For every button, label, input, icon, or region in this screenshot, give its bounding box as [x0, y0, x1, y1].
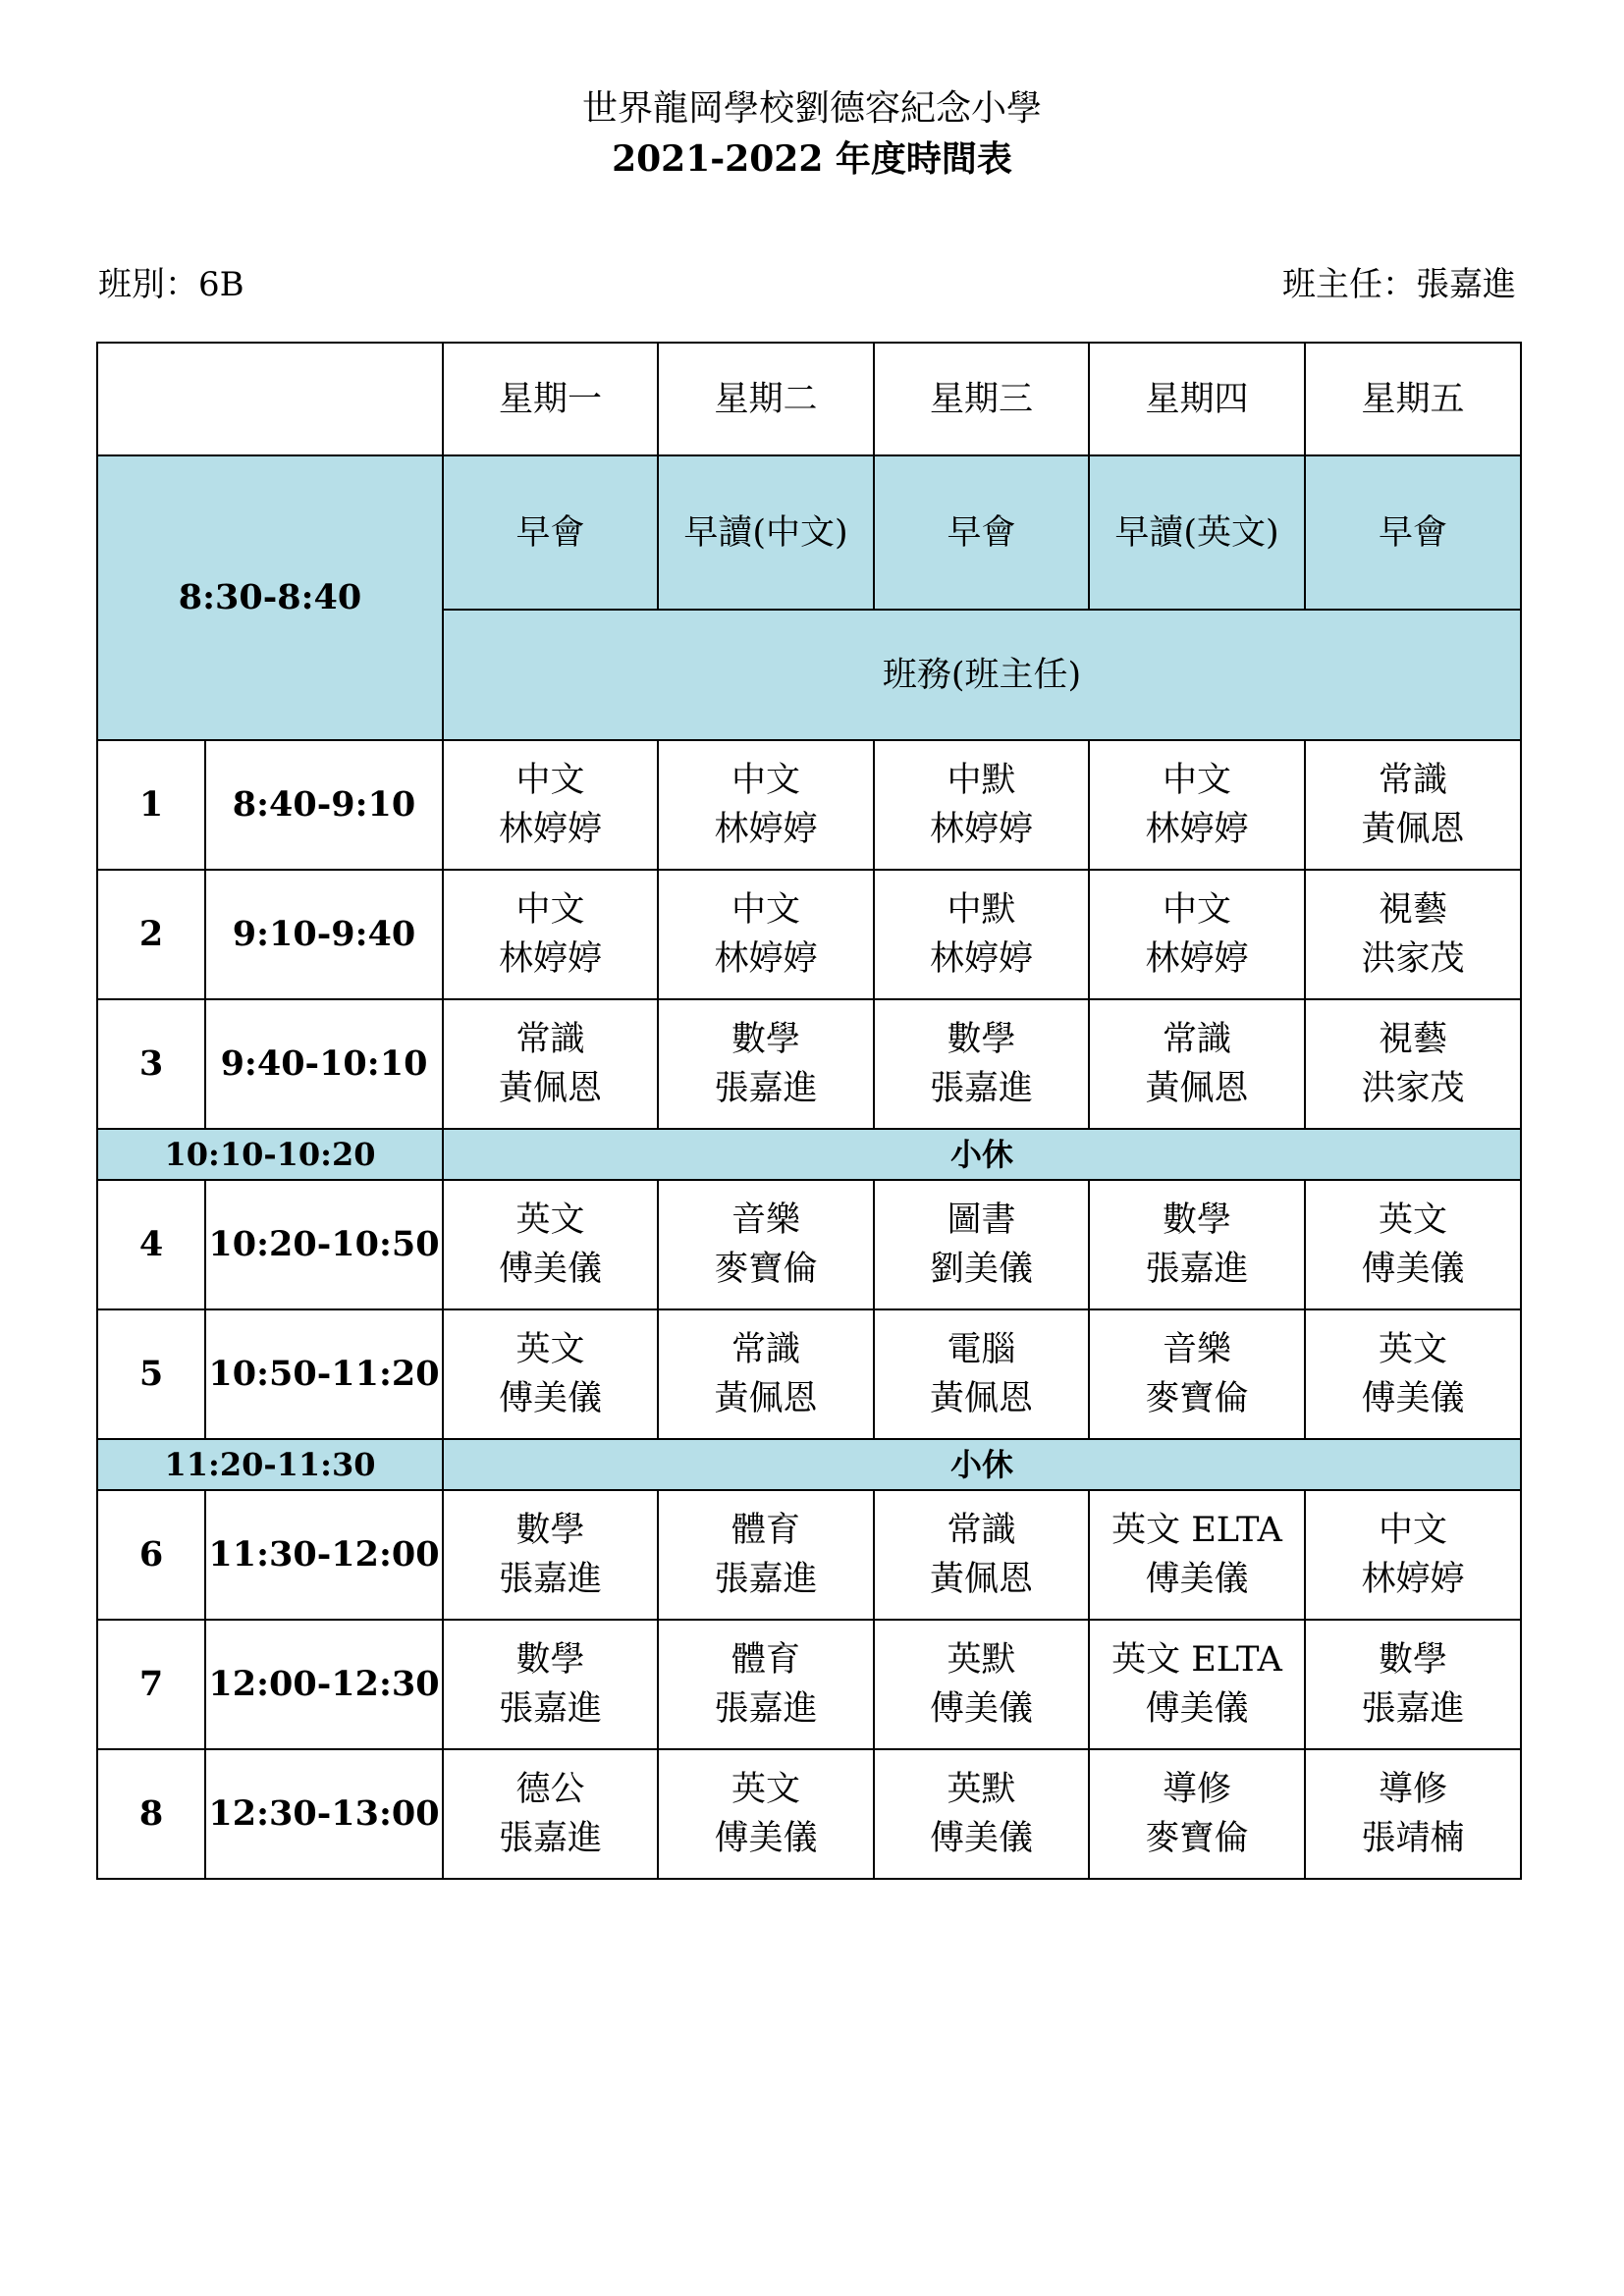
lesson-cell	[1089, 870, 1305, 999]
lesson-teacher: 麥寶倫	[1145, 1379, 1249, 1418]
lesson-subject: 中文	[1162, 890, 1231, 930]
period-time: 12:00-12:30	[205, 1620, 443, 1749]
period-number: 7	[97, 1620, 205, 1749]
lesson-teacher: 張嘉進	[714, 1560, 818, 1599]
period-time: 8:40-9:10	[205, 740, 443, 870]
lesson-teacher: 張嘉進	[1145, 1250, 1249, 1289]
lesson-teacher: 張嘉進	[498, 1689, 602, 1729]
lesson-subject: 常識	[1378, 761, 1447, 800]
lesson-subject: 中文	[731, 890, 800, 930]
lesson-cell	[443, 740, 658, 870]
lesson-subject: 德公	[515, 1770, 585, 1809]
lesson-subject: 音樂	[731, 1201, 800, 1240]
lesson-teacher: 傅美儀	[929, 1689, 1033, 1729]
lesson-cell	[1089, 1490, 1305, 1620]
lesson-subject: 數學	[515, 1640, 585, 1680]
lesson-cell	[658, 1620, 874, 1749]
period-time: 10:20-10:50	[205, 1180, 443, 1309]
lesson-teacher: 黃佩恩	[714, 1379, 818, 1418]
morning-assembly-row	[97, 455, 1521, 610]
lesson-teacher: 張嘉進	[1361, 1689, 1465, 1729]
lesson-teacher: 傅美儀	[1145, 1689, 1249, 1729]
period-time: 10:50-11:20	[205, 1309, 443, 1439]
lesson-subject: 中文	[1378, 1511, 1447, 1550]
class-affairs: 班務(班主任)	[443, 610, 1521, 740]
lesson-subject: 數學	[947, 1020, 1016, 1059]
morning-activity: 早讀(英文)	[1089, 455, 1305, 610]
lesson-cell	[658, 1180, 874, 1309]
lesson-subject: 中默	[947, 761, 1016, 800]
lesson-teacher: 林婷婷	[1361, 1560, 1465, 1599]
day-header: 星期五	[1305, 343, 1521, 455]
lesson-subject: 圖書	[947, 1201, 1016, 1240]
break-time: 11:20-11:30	[97, 1439, 443, 1490]
lesson-cell	[1089, 999, 1305, 1129]
period-number: 6	[97, 1490, 205, 1620]
lesson-cell	[658, 1490, 874, 1620]
period-time: 11:30-12:00	[205, 1490, 443, 1620]
lesson-teacher: 洪家茂	[1361, 1069, 1465, 1108]
lesson-subject: 常識	[1162, 1020, 1231, 1059]
lesson-subject: 導修	[1378, 1770, 1447, 1809]
lesson-cell	[1305, 870, 1521, 999]
lesson-teacher: 張嘉進	[498, 1560, 602, 1599]
timetable-year-title: 2021-2022 年度時間表	[612, 138, 1012, 180]
lesson-cell	[1089, 1749, 1305, 1879]
period-number: 1	[97, 740, 205, 870]
period-time: 9:40-10:10	[205, 999, 443, 1129]
lesson-cell	[874, 999, 1089, 1129]
lesson-cell	[443, 870, 658, 999]
lesson-subject: 中文	[515, 890, 585, 930]
lesson-teacher: 張嘉進	[714, 1069, 818, 1108]
lesson-subject: 電腦	[947, 1330, 1016, 1369]
lesson-cell	[1305, 999, 1521, 1129]
lesson-cell	[1089, 1309, 1305, 1439]
break-row	[97, 1439, 1521, 1490]
timetable	[96, 342, 1522, 1880]
lesson-cell	[1305, 1490, 1521, 1620]
lesson-cell	[658, 1749, 874, 1879]
period-number: 3	[97, 999, 205, 1129]
lesson-subject: 常識	[731, 1330, 800, 1369]
day-header: 星期四	[1089, 343, 1305, 455]
lesson-teacher: 林婷婷	[498, 810, 602, 849]
lesson-subject: 中文	[731, 761, 800, 800]
lesson-subject: 中默	[947, 890, 1016, 930]
lesson-teacher: 黃佩恩	[498, 1069, 602, 1108]
lesson-teacher: 林婷婷	[714, 810, 818, 849]
lesson-cell	[658, 740, 874, 870]
lesson-subject: 音樂	[1162, 1330, 1231, 1369]
period-number: 2	[97, 870, 205, 999]
lesson-cell	[1305, 1309, 1521, 1439]
period-row	[97, 999, 1521, 1129]
period-row	[97, 870, 1521, 999]
break-row	[97, 1129, 1521, 1180]
period-time: 12:30-13:00	[205, 1749, 443, 1879]
lesson-teacher: 黃佩恩	[1145, 1069, 1249, 1108]
lesson-teacher: 麥寶倫	[1145, 1819, 1249, 1858]
lesson-subject: 數學	[1378, 1640, 1447, 1680]
morning-time: 8:30-8:40	[97, 455, 443, 740]
lesson-subject: 英文	[731, 1770, 800, 1809]
lesson-subject: 英文	[515, 1201, 585, 1240]
lesson-subject: 視藝	[1378, 890, 1447, 930]
day-header-row	[97, 343, 1521, 455]
break-label: 小休	[443, 1439, 1521, 1490]
period-time: 9:10-9:40	[205, 870, 443, 999]
lesson-cell	[1305, 1749, 1521, 1879]
day-header: 星期一	[443, 343, 658, 455]
lesson-cell	[1305, 1180, 1521, 1309]
break-label: 小休	[443, 1129, 1521, 1180]
period-row	[97, 1180, 1521, 1309]
lesson-subject: 英文 ELTA	[1111, 1511, 1282, 1550]
period-row	[97, 1749, 1521, 1879]
lesson-teacher: 傅美儀	[929, 1819, 1033, 1858]
lesson-cell	[1305, 740, 1521, 870]
lesson-subject: 英默	[947, 1640, 1016, 1680]
class-label: 班別：6B	[98, 265, 244, 304]
break-time: 10:10-10:20	[97, 1129, 443, 1180]
period-row	[97, 740, 1521, 870]
lesson-teacher: 林婷婷	[1145, 810, 1249, 849]
period-row	[97, 1309, 1521, 1439]
lesson-teacher: 林婷婷	[1145, 939, 1249, 979]
lesson-subject: 中文	[515, 761, 585, 800]
lesson-cell	[658, 1309, 874, 1439]
lesson-cell	[1089, 1620, 1305, 1749]
morning-activity: 早讀(中文)	[658, 455, 874, 610]
lesson-cell	[874, 1309, 1089, 1439]
lesson-subject: 體育	[731, 1640, 800, 1680]
lesson-cell	[443, 1309, 658, 1439]
lesson-cell	[874, 740, 1089, 870]
lesson-subject: 英文	[1378, 1201, 1447, 1240]
period-number: 5	[97, 1309, 205, 1439]
morning-activity: 早會	[874, 455, 1089, 610]
day-header: 星期三	[874, 343, 1089, 455]
lesson-subject: 英文	[1378, 1330, 1447, 1369]
lesson-teacher: 林婷婷	[714, 939, 818, 979]
lesson-cell	[1305, 1620, 1521, 1749]
lesson-teacher: 傅美儀	[1361, 1379, 1465, 1418]
lesson-teacher: 張嘉進	[929, 1069, 1033, 1108]
lesson-subject: 數學	[731, 1020, 800, 1059]
class-teacher-label: 班主任：張嘉進	[1282, 265, 1516, 304]
lesson-cell	[1089, 1180, 1305, 1309]
lesson-subject: 數學	[515, 1511, 585, 1550]
lesson-cell	[874, 1620, 1089, 1749]
morning-activity: 早會	[1305, 455, 1521, 610]
lesson-subject: 英默	[947, 1770, 1016, 1809]
lesson-subject: 數學	[1162, 1201, 1231, 1240]
lesson-cell	[443, 1749, 658, 1879]
period-row	[97, 1620, 1521, 1749]
lesson-cell	[658, 870, 874, 999]
lesson-subject: 中文	[1162, 761, 1231, 800]
lesson-cell	[874, 870, 1089, 999]
lesson-teacher: 林婷婷	[929, 810, 1033, 849]
lesson-teacher: 傅美儀	[498, 1250, 602, 1289]
lesson-cell	[874, 1180, 1089, 1309]
lesson-cell	[443, 1620, 658, 1749]
lesson-cell	[874, 1749, 1089, 1879]
lesson-teacher: 林婷婷	[929, 939, 1033, 979]
lesson-teacher: 劉美儀	[929, 1250, 1033, 1289]
school-name: 世界龍岡學校劉德容紀念小學	[581, 88, 1042, 129]
lesson-teacher: 黃佩恩	[929, 1379, 1033, 1418]
lesson-teacher: 傅美儀	[498, 1379, 602, 1418]
lesson-subject: 體育	[731, 1511, 800, 1550]
lesson-teacher: 傅美儀	[1145, 1560, 1249, 1599]
lesson-cell	[1089, 740, 1305, 870]
lesson-subject: 英文 ELTA	[1111, 1640, 1282, 1680]
lesson-teacher: 傅美儀	[1361, 1250, 1465, 1289]
lesson-teacher: 傅美儀	[714, 1819, 818, 1858]
lesson-teacher: 張嘉進	[714, 1689, 818, 1729]
lesson-subject: 英文	[515, 1330, 585, 1369]
day-header: 星期二	[658, 343, 874, 455]
lesson-subject: 常識	[515, 1020, 585, 1059]
lesson-cell	[443, 1180, 658, 1309]
lesson-teacher: 黃佩恩	[1361, 810, 1465, 849]
lesson-subject: 導修	[1162, 1770, 1231, 1809]
lesson-teacher: 張嘉進	[498, 1819, 602, 1858]
lesson-teacher: 張靖楠	[1361, 1819, 1465, 1858]
lesson-subject: 視藝	[1378, 1020, 1447, 1059]
lesson-teacher: 麥寶倫	[714, 1250, 818, 1289]
lesson-cell	[443, 1490, 658, 1620]
lesson-cell	[443, 999, 658, 1129]
lesson-teacher: 黃佩恩	[929, 1560, 1033, 1599]
period-number: 4	[97, 1180, 205, 1309]
lesson-cell	[874, 1490, 1089, 1620]
lesson-cell	[658, 999, 874, 1129]
corner-cell	[97, 343, 443, 455]
lesson-teacher: 洪家茂	[1361, 939, 1465, 979]
lesson-subject: 常識	[947, 1511, 1016, 1550]
lesson-teacher: 林婷婷	[498, 939, 602, 979]
morning-activity: 早會	[443, 455, 658, 610]
period-row	[97, 1490, 1521, 1620]
period-number: 8	[97, 1749, 205, 1879]
